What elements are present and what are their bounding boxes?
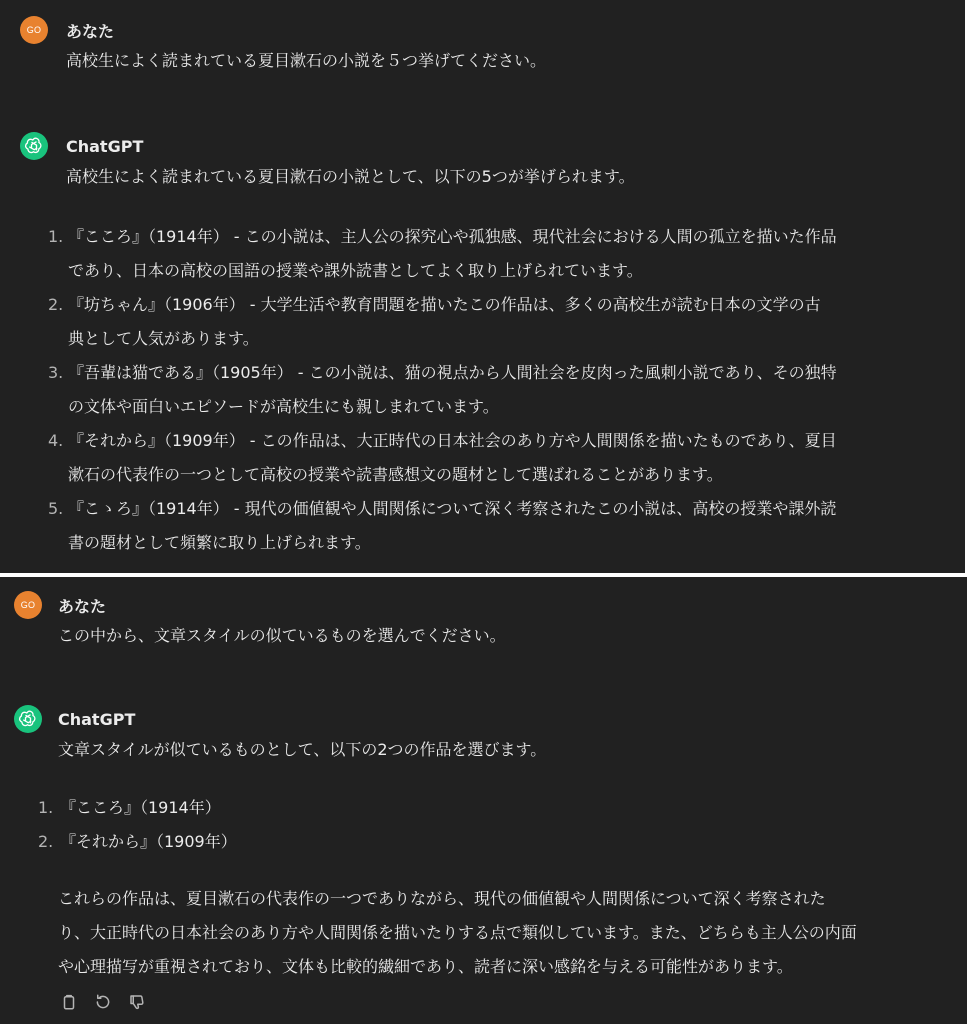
- list-item: [48, 356, 948, 424]
- list-item-line: 『それから』（1909年） - この作品は、大正時代の日本社会のあり方や人間関係を描いたものであり、夏目: [68, 431, 837, 450]
- list-item-line: の文体や面白いエピソードが高校生にも親しまれています。: [68, 397, 499, 416]
- list-item-line: であり、日本の高校の国語の授業や課外読書としてよく取り上げられています。: [68, 261, 643, 280]
- list-item-line: 書の題材として頻繁に取り上げられます。: [68, 533, 371, 552]
- list-item-line: 『坊ちゃん』（1906年） - 大学生活や教育問題を描いたこの作品は、多くの高校生が読む日本の文学の古: [68, 295, 821, 314]
- explanation-paragraph: [58, 882, 948, 984]
- regenerate-icon[interactable]: [94, 993, 114, 1013]
- assistant-name: ChatGPT: [66, 136, 144, 156]
- clipboard-icon[interactable]: [60, 993, 80, 1013]
- user-name: あなた: [66, 21, 115, 41]
- list-item: [48, 220, 948, 288]
- list-item: [38, 791, 940, 825]
- list-item-line: 『それから』（1909年）: [60, 832, 237, 851]
- assistant-name: ChatGPT: [58, 709, 136, 729]
- assistant-intro-text: 文章スタイルが似ているものとして、以下の2つの作品を選びます。: [58, 740, 547, 759]
- message-actions: [60, 993, 148, 1013]
- openai-logo-icon: [14, 705, 42, 733]
- openai-logo-icon: [20, 132, 48, 160]
- user-message-text: この中から、文章スタイルの似ているものを選んでください。: [58, 626, 506, 645]
- list-item-line: 『吾輩は猫である』（1905年） - この小説は、猫の視点から人間社会を皮肉った風刺小説であり、その独特: [68, 363, 837, 382]
- list-number: 5.: [48, 499, 64, 518]
- list-item-line: 典として人気があります。: [68, 329, 259, 348]
- user-avatar: GO: [14, 591, 42, 619]
- list-item-line: 『こころ』（1914年）: [60, 798, 221, 817]
- user-message: [20, 14, 546, 76]
- list-item-line: 『こころ』（1914年） - この小説は、主人公の探究心や孤独感、現代社会における人間の孤立を描いた作品: [68, 227, 837, 246]
- list-item: [38, 825, 940, 859]
- paragraph-line: り、大正時代の日本社会のあり方や人間関係を描いたりする点で類似しています。また、どちらも主人公の内面: [58, 923, 857, 942]
- user-avatar: GO: [20, 16, 48, 44]
- list-number: 1.: [38, 798, 54, 817]
- assistant-intro-text: 高校生によく読まれている夏目漱石の小説として、以下の5つが挙げられます。: [66, 167, 635, 186]
- list-number: 2.: [48, 295, 64, 314]
- novel-list: [48, 220, 948, 560]
- list-item-line: 『こゝろ』（1914年） - 現代の価値観や人間関係について深く考察されたこの小説は、高校の授業や課外読: [68, 499, 837, 518]
- assistant-message: [20, 130, 635, 192]
- list-number: 4.: [48, 431, 64, 450]
- selected-novel-list: [38, 791, 940, 859]
- list-number: 3.: [48, 363, 64, 382]
- user-message-text: 高校生によく読まれている夏目漱石の小説を５つ挙げてください。: [66, 51, 547, 70]
- list-number: 2.: [38, 832, 54, 851]
- user-name: あなた: [58, 596, 107, 616]
- list-item: [48, 288, 948, 356]
- list-item-line: 漱石の代表作の一つとして高校の授業や読書感想文の題材として選ばれることがあります。: [68, 465, 723, 484]
- list-item: [48, 492, 948, 560]
- list-item: [48, 424, 948, 492]
- paragraph-line: これらの作品は、夏目漱石の代表作の一つでありながら、現代の価値観や人間関係について深く考察された: [58, 889, 826, 908]
- paragraph-line: や心理描写が重視されており、文体も比較的繊細であり、読者に深い感銘を与える可能性があります。: [58, 957, 793, 976]
- list-number: 1.: [48, 227, 64, 246]
- thumbs-down-icon[interactable]: [128, 993, 148, 1013]
- user-message: [14, 589, 506, 651]
- assistant-message: [14, 703, 546, 765]
- conversation-panel-2: [0, 577, 967, 1024]
